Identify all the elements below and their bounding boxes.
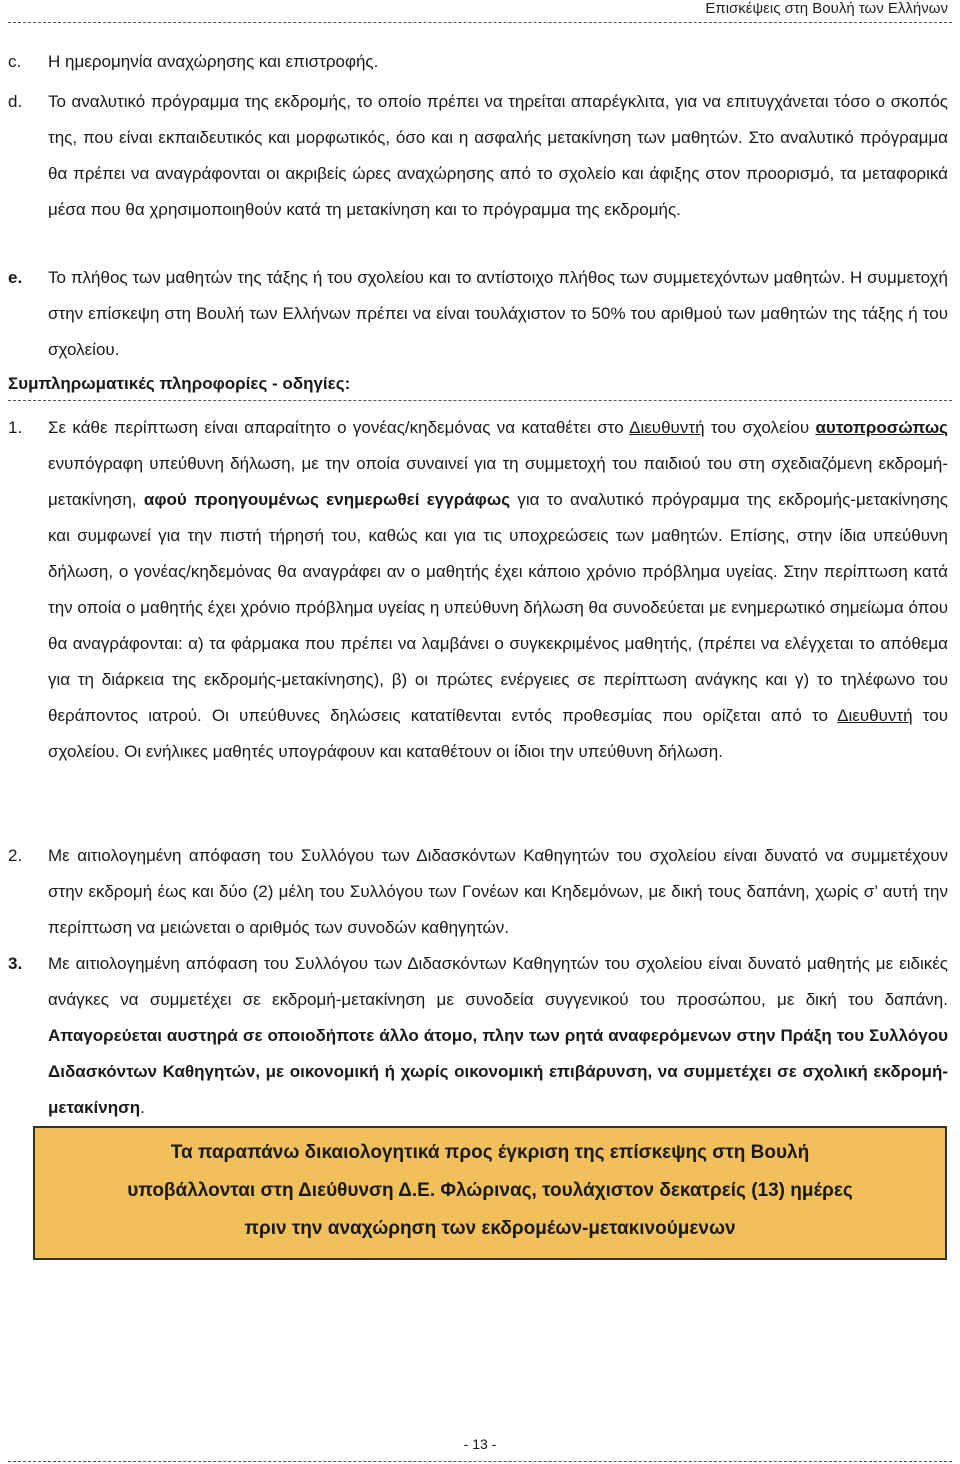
point-1-emphasis-informed: αφού προηγουμένως ενημερωθεί εγγράφως <box>143 490 511 509</box>
point-marker-3: 3. <box>8 954 23 973</box>
list-item-d <box>8 84 948 228</box>
list-text-c: Η ημερομηνία αναχώρησης και επιστροφής. <box>48 52 379 71</box>
point-marker-1: 1. <box>8 418 23 437</box>
list-text-e: Το πλήθος των μαθητών της τάξης ή του σχολείου και το αντίστοιχο πλήθος των συμμετεχόντων μαθητών. Η συμμετοχή στην επίσκεψη στη Βουλή των Ελλήνων πρέπει να είναι τουλάχιστον το 50% του αριθμού των μαθητών της τάξης ή του σχολείου. <box>48 268 948 359</box>
list-item-e <box>8 260 948 368</box>
point-text-1 <box>48 410 948 770</box>
point-1-underlined-director: Διευθυντή <box>629 418 705 437</box>
footer-divider <box>8 1461 952 1462</box>
notice-line-2: υποβάλλονται στη Διεύθυνση Δ.Ε. Φλώρινας, τουλάχιστον δεκατρείς (13) ημέρες <box>127 1180 853 1201</box>
point-marker-2: 2. <box>8 846 23 865</box>
point-1-text-part: του σχολείου <box>704 418 816 437</box>
point-3-text-part: Με αιτιολογημένη απόφαση του Συλλόγου των Διδασκόντων Καθηγητών του σχολείου είναι δυνατό μαθητής με ειδικές ανάγκες να συμμετέχει σε εκδρομή-μετακίνηση με συνοδεία συγγενικού του προσώπου, με δική του δαπάνη. <box>48 954 948 1009</box>
list-text-d: Το αναλυτικό πρόγραμμα της εκδρομής, το οποίο πρέπει να τηρείται απαρέγκλιτα, για να επιτυγχάνεται τόσο ο σκοπός της, που είναι εκπαιδευτικός και μορφωτικός, όσο και η ασφαλής μετακίνηση των μαθητών. Στο αναλυτικό πρόγραμμα θα πρέπει να αναγράφονται οι ακριβείς ώρες αναχώρησης από το σχολείο και άφιξης στον προορισμό, τα μεταφορικά μέσα που θα χρησιμοποιηθούν κατά τη μετακίνηση και το πρόγραμμα της εκδρομής. <box>48 92 948 219</box>
list-marker-c: c. <box>8 52 22 71</box>
page-header-title: Επισκέψεις στη Βουλή των Ελλήνων <box>705 0 948 17</box>
point-1 <box>8 410 948 770</box>
point-1-text-part: του σχολείου. Οι ενήλικες μαθητές υπογράφουν και καταθέτουν οι ίδιοι την υπεύθυνη δήλωση. <box>48 706 948 761</box>
header-divider <box>8 22 952 23</box>
list-marker-d: d. <box>8 92 23 111</box>
point-1-emphasis-in-person: αυτοπροσώπως <box>815 418 949 437</box>
point-text-2: Με αιτιολογημένη απόφαση του Συλλόγου των Διδασκόντων Καθηγητών του σχολείου είναι δυνατό να συμμετέχουν στην εκδρομή έως και δύο (2) μέλη του Συλλόγου των Γονέων και Κηδεμόνων, με δική τους δαπάνη, χωρίς σ’ αυτή την περίπτωση να μειώνεται ο αριθμός των συνοδών καθηγητών. <box>48 846 948 937</box>
list-item-c <box>8 44 948 80</box>
point-3-text-part: . <box>140 1098 145 1117</box>
point-1-text-part: για το αναλυτικό πρόγραμμα της εκδρομής-μετακίνησης και συμφωνεί για την πιστή τήρησή του, καθώς και για τις υποχρεώσεις των μαθητών. Επίσης, στην ίδια υπεύθυνη δήλωση, ο γονέας/κηδεμόνας θα αναγράφει αν ο μαθητής έχει κάποιο χρόνιο πρόβλημα υγείας. Στην περίπτωση κατά την οποία ο μαθητής έχει χρόνιο πρόβλημα υγείας η υπεύθυνη δήλωση θα συνοδεύεται με ενημερωτικό σημείωμα όπου θα αναγράφονται: α) τα φάρμακα που πρέπει να λαμβάνει ο συγκεκριμένος μαθητής, (πρέπει να ελέγχεται το απόθεμα για τη διάρκεια της εκδρομής-μετακίνησης), β) οι πρώτες ενέργειες σε περίπτωση ανάγκης και γ) το τηλέφωνο του θεράποντος ιατρού. Οι υπεύθυνες δηλώσεις κατατίθενται εντός προθεσμίας που ορίζεται από το <box>48 490 948 725</box>
page-number: - 13 - <box>463 1436 497 1452</box>
point-1-text-part: ενυπόγραφη υπεύθυνη δήλωση, με την οποία συναινεί για τη συμμετοχή του παιδιού του στη σχεδιαζόμενη εκδρομή-μετακίνηση, <box>48 454 948 509</box>
point-1-text-part: Σε κάθε περίπτωση είναι απαραίτητο ο γονέας/κηδεμόνας να καταθέτει στο <box>48 418 630 437</box>
section-divider <box>8 400 952 401</box>
point-2 <box>8 838 948 946</box>
section-heading: Συμπληρωματικές πληροφορίες - οδηγίες: <box>8 374 351 393</box>
point-3 <box>8 946 948 1126</box>
list-marker-e: e. <box>8 268 23 287</box>
point-3-emphasis-prohibition: Απαγορεύεται αυστηρά σε οποιοδήποτε άλλο άτομο, πλην των ρητά αναφερόμενων στην Πράξη του Συλλόγου Διδασκόντων Καθηγητών, με οικονομική ή χωρίς οικονομική επιβάρυνση, να συμμετέχει σε σχολική εκδρομή-μετακίνηση <box>48 1026 948 1117</box>
notice-line-1: Τα παραπάνω δικαιολογητικά προς έγκριση της επίσκεψης στη Βουλή <box>170 1142 810 1163</box>
notice-line-3: πριν την αναχώρηση των εκδρομέων-μετακινούμενων <box>244 1218 736 1239</box>
point-1-underlined-director-2: Διευθυντή <box>837 706 913 725</box>
point-text-3 <box>48 946 948 1126</box>
notice-box <box>33 1126 947 1260</box>
